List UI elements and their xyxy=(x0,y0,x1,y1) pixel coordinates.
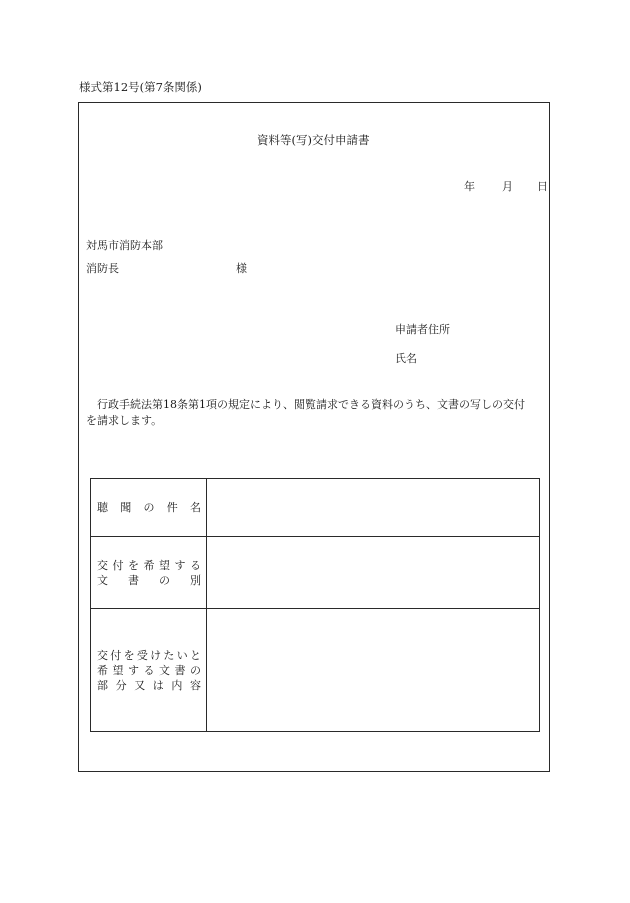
table-row-hearing-subject xyxy=(91,479,540,537)
label-char: 聴 xyxy=(97,501,108,514)
date-year-label: 年 xyxy=(464,180,475,193)
label-char: け xyxy=(150,648,162,662)
label-char: を xyxy=(123,648,135,662)
request-statement-line: 行政手続法第18条第1項の規定により、閲覧請求できる資料のうち、文書の写しの交付 xyxy=(97,398,525,411)
label-char: た xyxy=(163,648,175,662)
label-char: 文 xyxy=(159,663,170,677)
label-line xyxy=(97,573,201,588)
document-title: 資料等(写)交付申請書 xyxy=(257,133,370,147)
label-char: は xyxy=(152,678,164,692)
label-char: す xyxy=(128,663,139,677)
requested-part-label xyxy=(91,609,207,732)
label-char: 別 xyxy=(190,573,201,587)
label-char: 望 xyxy=(112,663,124,677)
label-char: 望 xyxy=(159,558,170,572)
hearing-subject-label xyxy=(91,479,207,537)
label-char: 聞 xyxy=(120,501,132,514)
label-char: の xyxy=(190,663,201,677)
label-line xyxy=(97,648,201,663)
addressee-title: 消防長 xyxy=(86,262,119,275)
label-char: る xyxy=(143,663,155,677)
label-char: い xyxy=(176,648,188,662)
label-char: 受 xyxy=(136,648,148,662)
label-char: 部 xyxy=(97,678,108,692)
request-details-table xyxy=(90,478,540,732)
label-char: 内 xyxy=(171,678,183,692)
label-char: 分 xyxy=(115,678,127,692)
label-char: 又 xyxy=(134,678,146,692)
label-char: 付 xyxy=(112,558,124,572)
label-char: 交 xyxy=(97,648,108,662)
date-month-label: 月 xyxy=(502,180,513,193)
label-line xyxy=(97,500,201,515)
applicant-name-label: 氏名 xyxy=(395,352,417,365)
request-statement-line: を請求します。 xyxy=(86,414,163,427)
addressee-organization: 対馬市消防本部 xyxy=(86,239,163,252)
label-char: 文 xyxy=(97,573,108,587)
label-char: 件 xyxy=(166,501,178,514)
label-char: 希 xyxy=(143,558,155,572)
label-char: を xyxy=(128,558,139,572)
hearing-subject-field[interactable] xyxy=(207,479,540,537)
label-line xyxy=(97,663,201,678)
addressee-honorific: 様 xyxy=(236,262,247,275)
form-number: 様式第12号(第7条関係) xyxy=(79,80,202,94)
requested-part-field[interactable] xyxy=(207,609,540,732)
document-type-label xyxy=(91,537,207,609)
document-type-field[interactable] xyxy=(207,537,540,609)
label-char: 付 xyxy=(110,648,122,662)
label-char: 名 xyxy=(190,501,201,514)
label-char: る xyxy=(190,558,201,572)
request-statement xyxy=(86,397,550,429)
label-char: 希 xyxy=(97,663,108,677)
label-char: の xyxy=(143,501,155,514)
label-char: す xyxy=(174,558,186,572)
label-char: 書 xyxy=(174,663,186,677)
label-char: 書 xyxy=(128,573,139,587)
label-line xyxy=(97,558,201,573)
label-char: 交 xyxy=(97,558,108,572)
label-line xyxy=(97,678,201,693)
applicant-address-label: 申請者住所 xyxy=(395,323,450,336)
table-row-requested-part xyxy=(91,609,540,732)
label-char: の xyxy=(159,573,170,587)
label-char: 容 xyxy=(189,678,201,692)
label-char: と xyxy=(189,648,201,662)
date-day-label: 日 xyxy=(537,180,548,193)
table-row-document-type xyxy=(91,537,540,609)
